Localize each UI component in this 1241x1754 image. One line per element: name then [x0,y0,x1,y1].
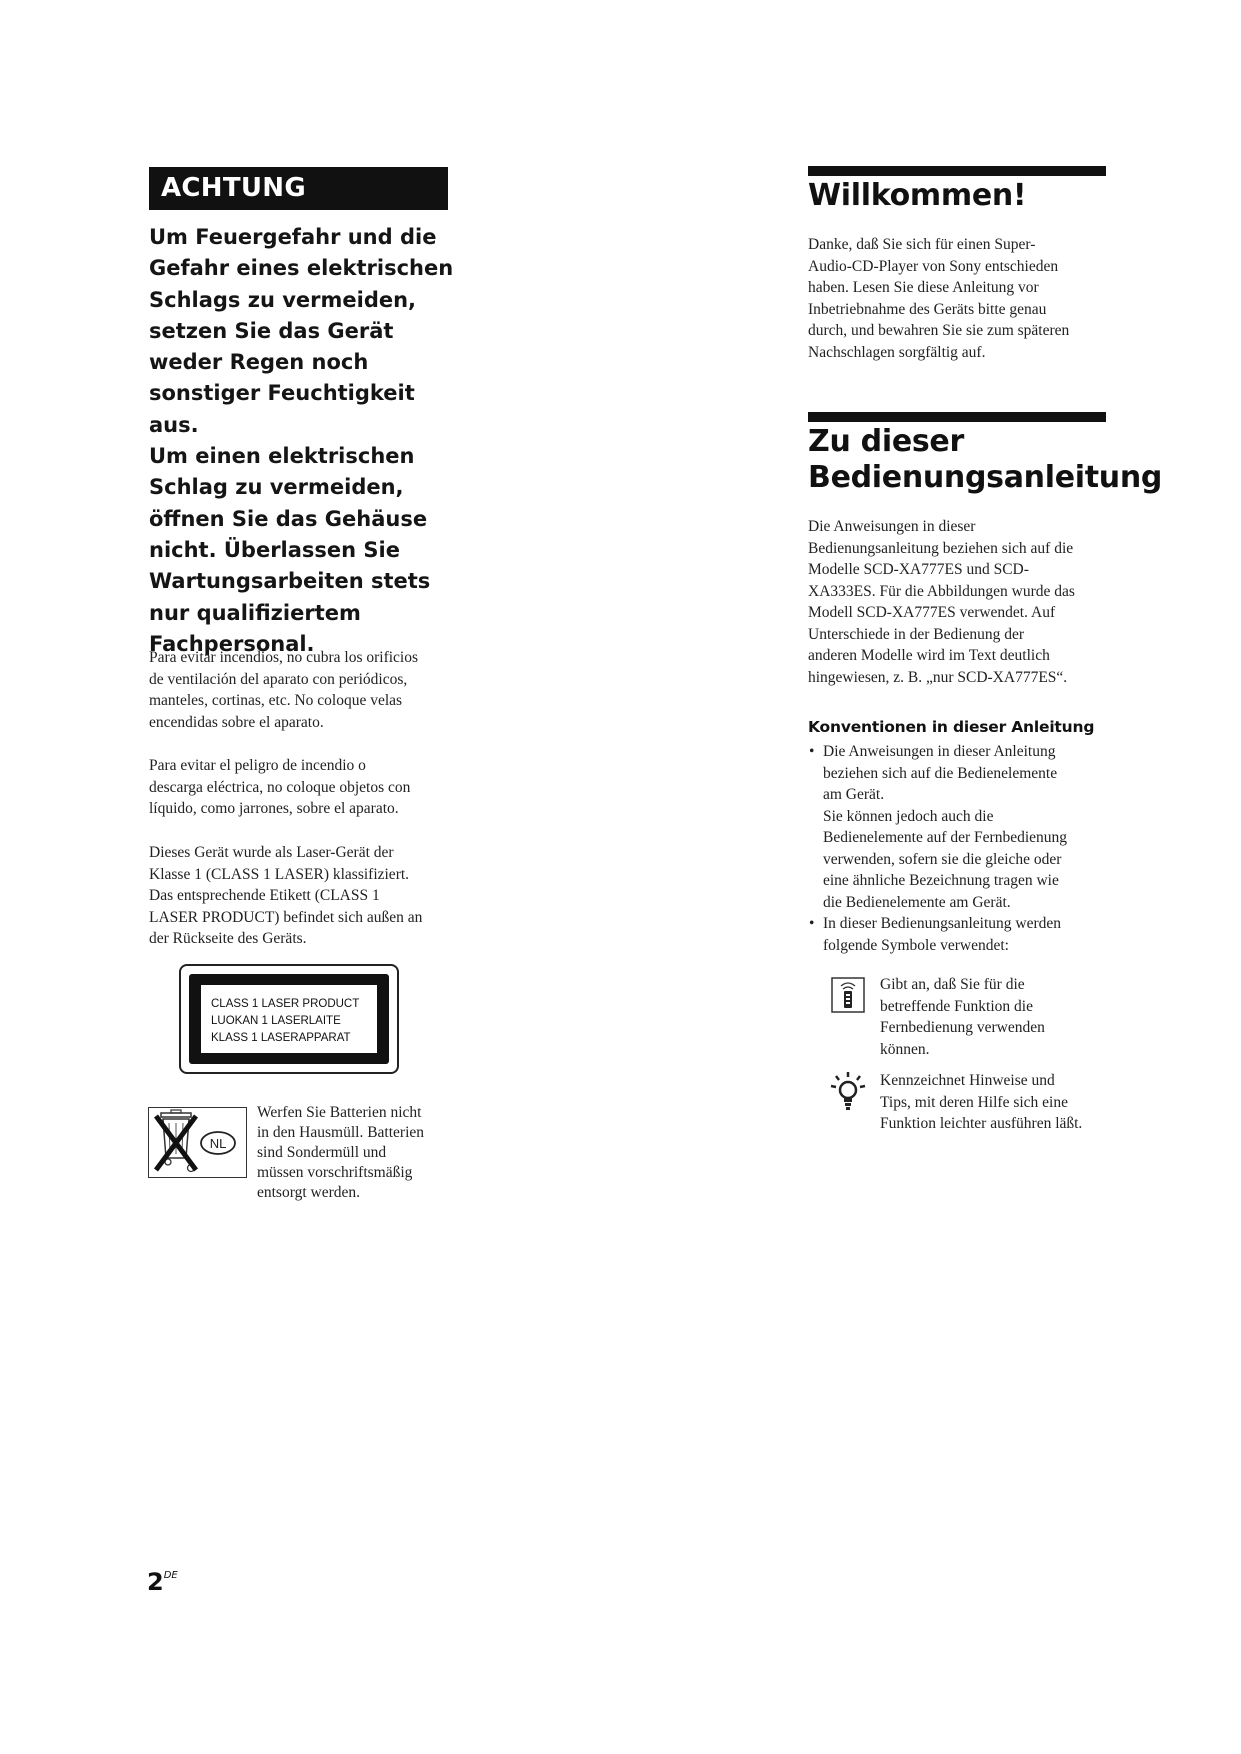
section-title-willkommen: Willkommen! [808,178,1027,213]
page-number-suffix: DE [163,1570,178,1581]
paragraph-spanish-fire: Para evitar incendios, no cubra los orificios de ventilación del aparato con periódicos, manteles, cortinas, etc. No coloque velas encendidas sobre el aparato. [149,649,419,731]
symbol-tip-text: Kennzeichnet Hinweise und Tips, mit deren Hilfe sich eine Funktion leichter ausführen läßt. [880,1072,1083,1132]
symbol-remote-text: Gibt an, daß Sie für die betreffende Funktion die Fernbedienung verwenden können. [880,976,1045,1058]
konventionen-list [808,741,1108,956]
konventionen-heading: Konventionen in dieser Anleitung [808,718,1095,736]
paragraph-willkommen: Danke, daß Sie sich für einen Super- Audio-CD-Player von Sony entschieden haben. Lesen Sie diese Anleitung vor Inbetriebnahme des Geräts bitte genau durch, und bewahren Sie sie zum späteren Nachschlagen sorgfältig auf. [808,236,1070,361]
section-rule-anleitung [808,412,1106,422]
section-title-anleitung: Zu dieser Bedienungsanleitung [808,424,1163,495]
laser-product-label [179,964,399,1074]
list-item: • In dieser Bedienungsanleitung werden folgende Symbole verwendet: [808,913,1108,956]
nl-icon-text: NL [209,1136,227,1151]
list-item: • Die Anweisungen in dieser Anleitung beziehen sich auf die Bedienelemente am Gerät. Sie können jedoch auch die Bedienelemente auf der Fernbedienung verwenden, sofern sie die gleiche oder eine ähnliche Bezeichnung tragen wie die Bedienelemente am Gerät. [808,741,1108,913]
battery-disposal-icon [148,1107,247,1178]
paragraph-anleitung: Die Anweisungen in dieser Bedienungsanleitung beziehen sich auf die Modelle SCD-XA777ES und SCD- XA333ES. Für die Abbildungen wurde das Modell SCD-XA777ES verwendet. Auf Unterschiede in der Bedienung der anderen Modelle wird im Text deutlich hingewiesen, z. B. „nur SCD-XA777ES“. [808,518,1075,686]
crossed-bin-icon [149,1108,245,1176]
paragraph-spanish-liquid: Para evitar el peligro de incendio o descarga eléctrica, no coloque objetos con líquido, como jarrones, sobre el aparato. [149,757,411,817]
remote-control-icon [828,974,868,1018]
laser-label-line: CLASS 1 LASER PRODUCT [211,998,360,1010]
achtung-banner: ACHTUNG [149,167,448,210]
section-rule-willkommen [808,166,1106,176]
lightbulb-tip-icon [828,1070,868,1114]
warning-text: Um Feuergefahr und die Gefahr eines elektrischen Schlags zu vermeiden, setzen Sie das Gerät weder Regen noch sonstiger Feuchtigkeit aus. Um einen elektrischen Schlag zu vermeiden, öffnen Sie das Gehäuse nicht. Überlassen Sie Wartungsarbeiten stets nur qualifiziertem Fachpersonal. [149,225,454,656]
page-number: 2DE [147,1568,178,1596]
laser-label-line: LUOKAN 1 LASERLAITE [211,1015,341,1027]
battery-disposal-text: Werfen Sie Batterien nicht in den Hausmüll. Batterien sind Sondermüll und müssen vorschriftsmäßig entsorgt werden. [257,1104,425,1201]
paragraph-laser-class: Dieses Gerät wurde als Laser-Gerät der Klasse 1 (CLASS 1 LASER) klassifiziert. Das entsprechende Etikett (CLASS 1 LASER PRODUCT) befindet sich außen an der Rückseite des Geräts. [149,844,423,947]
laser-label-line: KLASS 1 LASERAPPARAT [211,1032,351,1044]
